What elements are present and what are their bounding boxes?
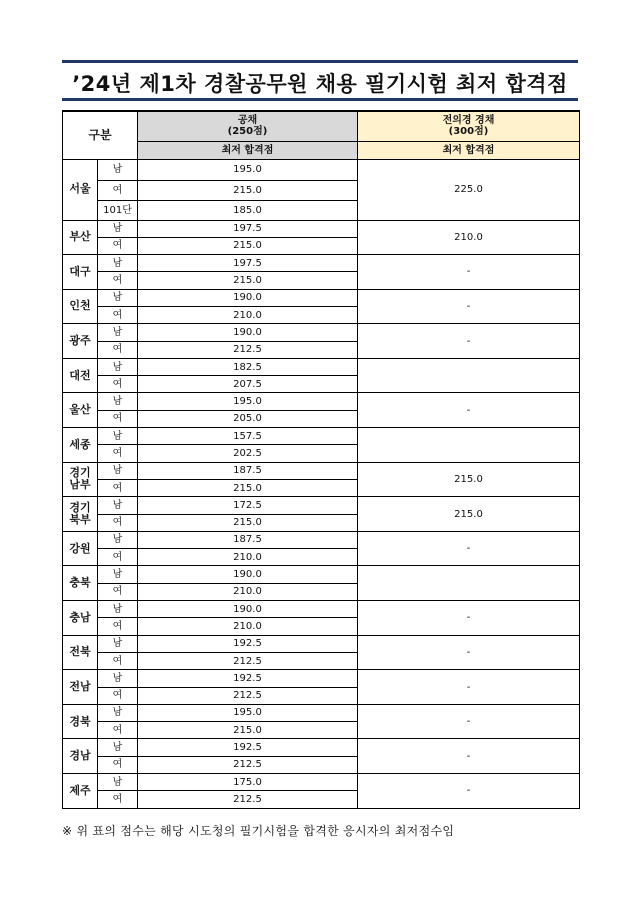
gender-label: 여 (98, 722, 138, 739)
table-row (63, 324, 580, 341)
gender-label: 여 (98, 445, 138, 462)
gender-label: 남 (98, 159, 138, 180)
gender-label: 남 (98, 704, 138, 721)
region-name: 서울 (63, 159, 98, 220)
gender-label: 남 (98, 497, 138, 514)
public-score: 202.5 (138, 445, 358, 462)
gender-label: 여 (98, 341, 138, 358)
table-row (63, 739, 580, 756)
public-score: 210.0 (138, 618, 358, 635)
table-row (63, 428, 580, 445)
public-score: 212.5 (138, 756, 358, 773)
gender-label: 여 (98, 791, 138, 808)
career-score: 210.0 (358, 220, 580, 255)
gender-label: 여 (98, 410, 138, 427)
public-score: 215.0 (138, 722, 358, 739)
career-score: - (358, 393, 580, 428)
gender-label: 여 (98, 479, 138, 496)
score-table (62, 110, 580, 809)
gender-label: 여 (98, 549, 138, 566)
gender-label: 여 (98, 618, 138, 635)
footnote: ※ 위 표의 점수는 해당 시도청의 필기시험을 합격한 응시자의 최저점수임 (62, 824, 455, 838)
public-score: 197.5 (138, 220, 358, 237)
header-career-sub: 최저 합격점 (358, 141, 580, 159)
public-score: 210.0 (138, 583, 358, 600)
gender-label: 남 (98, 774, 138, 791)
public-score: 212.5 (138, 687, 358, 704)
table-row (63, 358, 580, 375)
region-name: 전북 (63, 635, 98, 670)
table-row (63, 635, 580, 652)
public-score: 212.5 (138, 341, 358, 358)
career-score (358, 566, 580, 601)
region-name: 대전 (63, 358, 98, 393)
public-score: 195.0 (138, 393, 358, 410)
region-name: 경북 (63, 704, 98, 739)
career-score: - (358, 670, 580, 705)
career-score: - (358, 774, 580, 809)
public-score: 215.0 (138, 272, 358, 289)
career-score (358, 428, 580, 463)
career-score: - (358, 289, 580, 324)
gender-label: 여 (98, 687, 138, 704)
region-name: 강원 (63, 531, 98, 566)
region-name: 광주 (63, 324, 98, 359)
score-table-body (63, 159, 580, 808)
header-public-sub: 최저 합격점 (138, 141, 358, 159)
gender-label: 여 (98, 376, 138, 393)
region-name: 전남 (63, 670, 98, 705)
title-box (62, 60, 578, 101)
table-row (63, 289, 580, 306)
gender-label: 남 (98, 531, 138, 548)
header-career-name: 전의경 경채 (442, 115, 495, 127)
header-public-points: (250점) (227, 126, 268, 138)
region-name: 경기 남부 (63, 462, 98, 497)
career-score: 215.0 (358, 462, 580, 497)
career-score: - (358, 324, 580, 359)
header-category: 구분 (63, 111, 138, 159)
gender-label: 남 (98, 670, 138, 687)
gender-label: 여 (98, 756, 138, 773)
public-score: 195.0 (138, 159, 358, 180)
gender-label: 남 (98, 601, 138, 618)
gender-label: 남 (98, 324, 138, 341)
region-name: 충북 (63, 566, 98, 601)
public-score: 190.0 (138, 601, 358, 618)
region-name: 경기 북부 (63, 497, 98, 532)
header-career-points: (300점) (448, 126, 489, 138)
region-name: 울산 (63, 393, 98, 428)
table-row (63, 159, 580, 180)
career-score: - (358, 255, 580, 290)
region-name: 부산 (63, 220, 98, 255)
gender-label: 여 (98, 583, 138, 600)
gender-label: 남 (98, 358, 138, 375)
region-name: 충남 (63, 601, 98, 636)
table-row (63, 670, 580, 687)
public-score: 207.5 (138, 376, 358, 393)
gender-label: 여 (98, 237, 138, 254)
public-score: 187.5 (138, 531, 358, 548)
table-row (63, 774, 580, 791)
header-public-name: 공채 (237, 115, 258, 127)
public-score: 215.0 (138, 180, 358, 200)
gender-label: 남 (98, 255, 138, 272)
public-score: 190.0 (138, 289, 358, 306)
public-score: 215.0 (138, 479, 358, 496)
header-row-2 (63, 141, 580, 159)
public-score: 185.0 (138, 200, 358, 220)
career-score: - (358, 704, 580, 739)
gender-label: 남 (98, 393, 138, 410)
public-score: 187.5 (138, 462, 358, 479)
header-career (358, 111, 580, 141)
career-score: - (358, 739, 580, 774)
gender-label: 남 (98, 428, 138, 445)
public-score: 212.5 (138, 791, 358, 808)
gender-label: 여 (98, 180, 138, 200)
public-score: 175.0 (138, 774, 358, 791)
header-row-1 (63, 111, 580, 141)
public-score: 192.5 (138, 739, 358, 756)
career-score: - (358, 601, 580, 636)
public-score: 210.0 (138, 549, 358, 566)
gender-label: 여 (98, 272, 138, 289)
gender-label: 남 (98, 289, 138, 306)
career-score (358, 358, 580, 393)
public-score: 210.0 (138, 306, 358, 323)
region-name: 대구 (63, 255, 98, 290)
gender-label: 여 (98, 306, 138, 323)
gender-label: 남 (98, 635, 138, 652)
region-name: 세종 (63, 428, 98, 463)
header-public (138, 111, 358, 141)
gender-label: 여 (98, 514, 138, 531)
gender-label: 남 (98, 220, 138, 237)
public-score: 192.5 (138, 670, 358, 687)
region-name: 경남 (63, 739, 98, 774)
career-score: - (358, 531, 580, 566)
table-row (63, 704, 580, 721)
region-name: 제주 (63, 774, 98, 809)
public-score: 182.5 (138, 358, 358, 375)
table-row (63, 497, 580, 514)
page-title: ’24년 제1차 경찰공무원 채용 필기시험 최저 합격점 (72, 72, 568, 96)
public-score: 212.5 (138, 652, 358, 669)
title-rule-top (62, 60, 578, 63)
gender-label: 남 (98, 566, 138, 583)
career-score: 215.0 (358, 497, 580, 532)
table-row (63, 462, 580, 479)
table-row (63, 601, 580, 618)
table-row (63, 220, 580, 237)
public-score: 190.0 (138, 566, 358, 583)
public-score: 215.0 (138, 237, 358, 254)
career-score: - (358, 635, 580, 670)
public-score: 215.0 (138, 514, 358, 531)
gender-label: 남 (98, 462, 138, 479)
table-row (63, 255, 580, 272)
public-score: 205.0 (138, 410, 358, 427)
public-score: 197.5 (138, 255, 358, 272)
public-score: 190.0 (138, 324, 358, 341)
public-score: 192.5 (138, 635, 358, 652)
public-score: 157.5 (138, 428, 358, 445)
title-rule-bottom (62, 98, 578, 101)
table-row (63, 393, 580, 410)
public-score: 172.5 (138, 497, 358, 514)
gender-label: 101단 (98, 200, 138, 220)
career-score: 225.0 (358, 159, 580, 220)
gender-label: 남 (98, 739, 138, 756)
gender-label: 여 (98, 652, 138, 669)
region-name: 인천 (63, 289, 98, 324)
table-row (63, 566, 580, 583)
table-row (63, 531, 580, 548)
public-score: 195.0 (138, 704, 358, 721)
